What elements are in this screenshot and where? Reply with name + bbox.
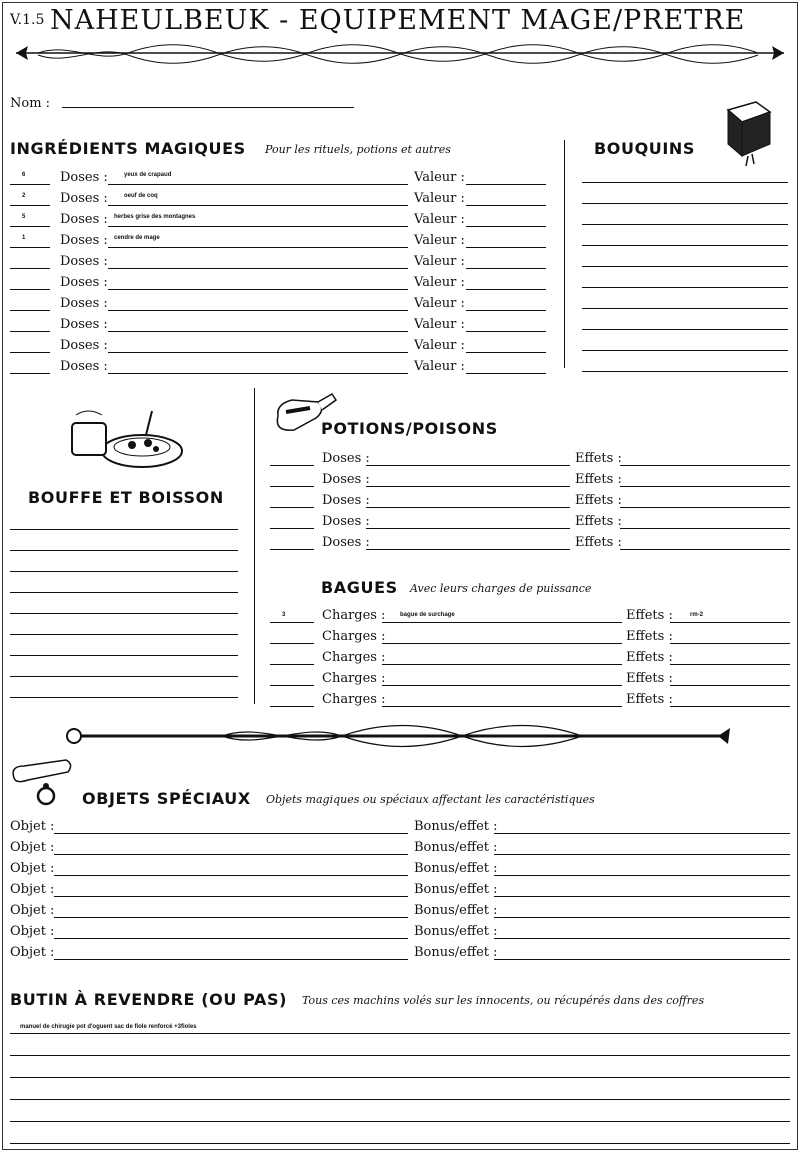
- ingredient-value-label: Valeur :: [414, 359, 465, 374]
- ingredient-doses-label: Doses :: [60, 338, 108, 353]
- bague-name-field[interactable]: [382, 622, 622, 623]
- butin-line[interactable]: [10, 1099, 790, 1100]
- bague-qty-field[interactable]: [270, 685, 314, 686]
- bagues-subtitle: Avec leurs charges de puissance: [410, 582, 592, 595]
- ingredient-name-field[interactable]: [108, 205, 408, 206]
- objet-label: Objet :: [10, 840, 55, 855]
- bague-qty-field[interactable]: [270, 622, 314, 623]
- ingredient-qty-field[interactable]: [10, 268, 50, 269]
- ingredient-value-field[interactable]: [466, 289, 546, 290]
- potion-name-field[interactable]: [366, 528, 570, 529]
- objet-bonus-field[interactable]: [494, 938, 790, 939]
- ingredient-value-field[interactable]: [466, 310, 546, 311]
- ingredient-doses-label: Doses :: [60, 317, 108, 332]
- potion-qty-field[interactable]: [270, 486, 314, 487]
- ingredient-name-field[interactable]: [108, 289, 408, 290]
- potion-doses-label: Doses :: [322, 493, 370, 508]
- potion-effects-field[interactable]: [620, 486, 790, 487]
- potion-effects-field[interactable]: [620, 549, 790, 550]
- objet-bonus-field[interactable]: [494, 875, 790, 876]
- objet-label: Objet :: [10, 861, 55, 876]
- objet-name-field[interactable]: [54, 959, 408, 960]
- ingredient-qty-field[interactable]: [10, 247, 50, 248]
- ingredient-value-label: Valeur :: [414, 170, 465, 185]
- ingredient-name-field[interactable]: [108, 310, 408, 311]
- butin-line[interactable]: [10, 1121, 790, 1122]
- bouquin-line[interactable]: [582, 266, 788, 267]
- ingredient-qty-field[interactable]: [10, 373, 50, 374]
- ingredient-qty-value[interactable]: 5: [22, 214, 26, 220]
- ingredient-doses-label: Doses :: [60, 191, 108, 206]
- ingredient-value-label: Valeur :: [414, 233, 465, 248]
- bouquins-title: BOUQUINS: [594, 139, 696, 158]
- ingredient-value-label: Valeur :: [414, 254, 465, 269]
- bague-effects-field[interactable]: [670, 706, 790, 707]
- butin-line[interactable]: [10, 1077, 790, 1078]
- ingredient-doses-label: Doses :: [60, 170, 108, 185]
- bague-name-field[interactable]: [382, 664, 622, 665]
- bague-charges-label: Charges :: [322, 671, 386, 686]
- ingredient-doses-label: Doses :: [60, 359, 108, 374]
- ingredient-name-field[interactable]: [108, 268, 408, 269]
- objet-label: Objet :: [10, 903, 55, 918]
- potion-effects-field[interactable]: [620, 528, 790, 529]
- bague-effects-label: Effets :: [626, 671, 673, 686]
- ingredient-value-field[interactable]: [466, 331, 546, 332]
- potion-qty-field[interactable]: [270, 507, 314, 508]
- objet-name-field[interactable]: [54, 938, 408, 939]
- bague-effects-field[interactable]: [670, 643, 790, 644]
- bouffe-line[interactable]: [10, 529, 238, 530]
- bouffe-line[interactable]: [10, 634, 238, 635]
- butin-subtitle: Tous ces machins volés sur les innocents, ou récupérés dans des coffres: [302, 994, 705, 1007]
- bague-qty-field[interactable]: [270, 706, 314, 707]
- butin-line[interactable]: [10, 1055, 790, 1056]
- potion-qty-field[interactable]: [270, 465, 314, 466]
- objets-title: OBJETS SPÉCIAUX: [82, 789, 251, 808]
- staff-ornament: [62, 722, 734, 752]
- ingredient-name-field[interactable]: [108, 352, 408, 353]
- objet-bonus-label: Bonus/effet :: [414, 819, 498, 834]
- potions-title: POTIONS/POISONS: [321, 419, 498, 438]
- butin-first-entry[interactable]: manuel de chirugie pot d'oguent sac de fiole renforcé +3fioles: [20, 1024, 197, 1030]
- ingredient-doses-label: Doses :: [60, 233, 108, 248]
- ingredient-doses-label: Doses :: [60, 254, 108, 269]
- objet-name-field[interactable]: [54, 833, 408, 834]
- ingredient-doses-label: Doses :: [60, 212, 108, 227]
- butin-line[interactable]: [10, 1143, 790, 1144]
- bague-qty-field[interactable]: [270, 664, 314, 665]
- ingredient-value-field[interactable]: [466, 352, 546, 353]
- ingredient-qty-value[interactable]: 6: [22, 172, 26, 178]
- potion-name-field[interactable]: [366, 486, 570, 487]
- ingredient-qty-field[interactable]: [10, 352, 50, 353]
- ingredient-qty-field[interactable]: [10, 310, 50, 311]
- bague-name-field[interactable]: [382, 643, 622, 644]
- potion-doses-label: Doses :: [322, 535, 370, 550]
- potion-doses-label: Doses :: [322, 451, 370, 466]
- bague-charges-label: Charges :: [322, 650, 386, 665]
- ingredient-value-field[interactable]: [466, 268, 546, 269]
- bague-name-field[interactable]: [382, 685, 622, 686]
- bouffe-line[interactable]: [10, 676, 238, 677]
- ingredient-doses-label: Doses :: [60, 296, 108, 311]
- ingredient-doses-label: Doses :: [60, 275, 108, 290]
- objet-bonus-label: Bonus/effet :: [414, 945, 498, 960]
- bouquin-line[interactable]: [582, 203, 788, 204]
- ingredient-name-value[interactable]: herbes grise des montagnes: [114, 214, 196, 220]
- ingredient-qty-field[interactable]: [10, 331, 50, 332]
- objet-label: Objet :: [10, 945, 55, 960]
- bague-effects-field[interactable]: [670, 664, 790, 665]
- ingredient-value-field[interactable]: [466, 205, 546, 206]
- bague-effects-field[interactable]: [670, 622, 790, 623]
- ingredient-value-label: Valeur :: [414, 338, 465, 353]
- potion-doses-label: Doses :: [322, 472, 370, 487]
- scroll-ring-icon: [8, 758, 78, 810]
- bague-charges-label: Charges :: [322, 692, 386, 707]
- bouffe-title: BOUFFE ET BOISSON: [28, 488, 224, 507]
- ingredient-name-field[interactable]: [108, 373, 408, 374]
- bouffe-line[interactable]: [10, 571, 238, 572]
- bouffe-line[interactable]: [10, 613, 238, 614]
- potion-name-field[interactable]: [366, 549, 570, 550]
- version-label: V.1.5: [10, 12, 45, 28]
- page-frame: [2, 2, 798, 1150]
- potion-effects-label: Effets :: [575, 535, 622, 550]
- ingredient-name-value[interactable]: yeux de crapaud: [124, 172, 172, 178]
- ingredients-title: INGRÉDIENTS MAGIQUES: [10, 139, 246, 158]
- bagues-title: BAGUES: [321, 578, 398, 597]
- ingredient-name-field[interactable]: [108, 184, 408, 185]
- name-label: Nom :: [10, 96, 51, 111]
- ingredient-value-field[interactable]: [466, 184, 546, 185]
- bouquin-line[interactable]: [582, 182, 788, 183]
- ingredients-subtitle: Pour les rituels, potions et autres: [265, 143, 451, 156]
- objet-bonus-label: Bonus/effet :: [414, 840, 498, 855]
- ingredient-name-field[interactable]: [108, 331, 408, 332]
- potion-doses-label: Doses :: [322, 514, 370, 529]
- potion-name-field[interactable]: [366, 507, 570, 508]
- bague-qty-field[interactable]: [270, 643, 314, 644]
- ingredient-value-field[interactable]: [466, 247, 546, 248]
- objet-bonus-label: Bonus/effet :: [414, 861, 498, 876]
- potion-effects-label: Effets :: [575, 493, 622, 508]
- potion-effects-field[interactable]: [620, 507, 790, 508]
- bague-effect-value[interactable]: rm-2: [690, 612, 704, 618]
- ingredient-value-label: Valeur :: [414, 317, 465, 332]
- ingredient-name-field[interactable]: [108, 226, 408, 227]
- objet-bonus-field[interactable]: [494, 854, 790, 855]
- ingredient-value-label: Valeur :: [414, 191, 465, 206]
- header-vine-ornament: [8, 40, 792, 70]
- objet-name-field[interactable]: [54, 854, 408, 855]
- bague-name-field[interactable]: [382, 706, 622, 707]
- objet-label: Objet :: [10, 882, 55, 897]
- ingredient-name-value[interactable]: oeuf de coq: [124, 193, 158, 199]
- butin-title: BUTIN À REVENDRE (OU PAS): [10, 990, 287, 1009]
- bouffe-line[interactable]: [10, 550, 238, 551]
- objet-label: Objet :: [10, 924, 55, 939]
- bouquin-line[interactable]: [582, 287, 788, 288]
- potion-qty-field[interactable]: [270, 528, 314, 529]
- objet-name-field[interactable]: [54, 896, 408, 897]
- bouquin-line[interactable]: [582, 245, 788, 246]
- bague-effects-label: Effets :: [626, 608, 673, 623]
- objet-bonus-field[interactable]: [494, 917, 790, 918]
- objet-name-field[interactable]: [54, 917, 408, 918]
- ingredient-name-value[interactable]: cendre de mage: [114, 235, 160, 241]
- potion-effects-label: Effets :: [575, 472, 622, 487]
- book-icon: [718, 98, 776, 168]
- potion-name-field[interactable]: [366, 465, 570, 466]
- ingredient-qty-field[interactable]: [10, 289, 50, 290]
- potion-effects-label: Effets :: [575, 514, 622, 529]
- bouffe-line[interactable]: [10, 697, 238, 698]
- bouquin-line[interactable]: [582, 371, 788, 372]
- ingredient-qty-value[interactable]: 2: [22, 193, 26, 199]
- ingredient-value-field[interactable]: [466, 373, 546, 374]
- objet-bonus-field[interactable]: [494, 959, 790, 960]
- potion-effects-field[interactable]: [620, 465, 790, 466]
- objets-subtitle: Objets magiques ou spéciaux affectant les caractéristiques: [266, 793, 595, 806]
- ingredient-value-label: Valeur :: [414, 212, 465, 227]
- bouquin-line[interactable]: [582, 308, 788, 309]
- objet-bonus-field[interactable]: [494, 896, 790, 897]
- ingredient-value-field[interactable]: [466, 226, 546, 227]
- ingredients-divider: [564, 140, 565, 368]
- ingredient-value-label: Valeur :: [414, 275, 465, 290]
- bouffe-divider: [254, 388, 255, 704]
- name-field[interactable]: [62, 107, 354, 108]
- bouffe-line[interactable]: [10, 592, 238, 593]
- butin-line[interactable]: [10, 1033, 790, 1034]
- objet-bonus-label: Bonus/effet :: [414, 924, 498, 939]
- page-title: NAHEULBEUK - EQUIPEMENT MAGE/PRETRE: [50, 5, 746, 36]
- bouquin-line[interactable]: [582, 350, 788, 351]
- potion-effects-label: Effets :: [575, 451, 622, 466]
- bague-charges-label: Charges :: [322, 629, 386, 644]
- bague-qty-value[interactable]: 3: [282, 612, 286, 618]
- bague-effects-field[interactable]: [670, 685, 790, 686]
- objet-bonus-label: Bonus/effet :: [414, 882, 498, 897]
- bague-effects-label: Effets :: [626, 629, 673, 644]
- ingredient-qty-field[interactable]: [10, 205, 50, 206]
- food-icon: [68, 405, 186, 475]
- objet-name-field[interactable]: [54, 875, 408, 876]
- ingredient-value-label: Valeur :: [414, 296, 465, 311]
- objet-bonus-field[interactable]: [494, 833, 790, 834]
- bague-effects-label: Effets :: [626, 692, 673, 707]
- ingredient-qty-field[interactable]: [10, 226, 50, 227]
- ingredient-name-field[interactable]: [108, 247, 408, 248]
- bague-effects-label: Effets :: [626, 650, 673, 665]
- bouquin-line[interactable]: [582, 224, 788, 225]
- potion-qty-field[interactable]: [270, 549, 314, 550]
- objet-bonus-label: Bonus/effet :: [414, 903, 498, 918]
- bouquin-line[interactable]: [582, 329, 788, 330]
- ingredient-qty-field[interactable]: [10, 184, 50, 185]
- bouffe-line[interactable]: [10, 655, 238, 656]
- bague-name-value[interactable]: bague de surchage: [400, 612, 455, 618]
- objet-label: Objet :: [10, 819, 55, 834]
- bague-charges-label: Charges :: [322, 608, 386, 623]
- ingredient-qty-value[interactable]: 1: [22, 235, 26, 241]
